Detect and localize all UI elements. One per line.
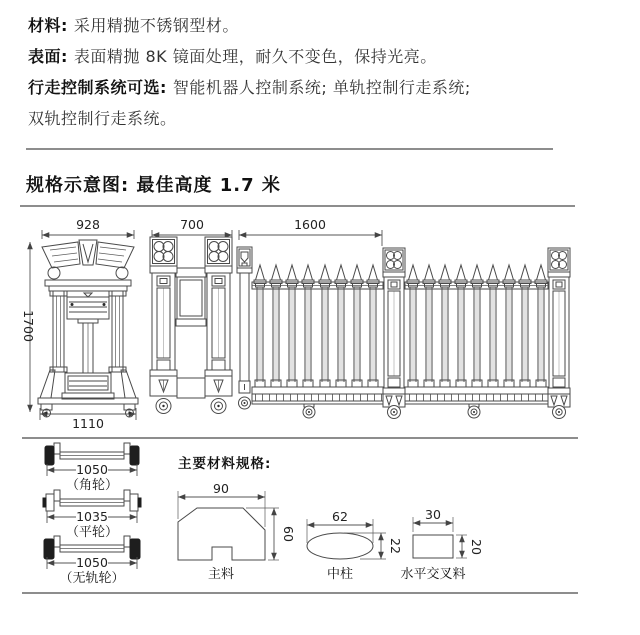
- gate-spec-diagram: [0, 212, 640, 436]
- cross-label: 水平交叉料: [400, 567, 466, 582]
- end-post: [548, 248, 570, 419]
- corner-wheel-diagram: [45, 443, 139, 493]
- gate-frame-side-view: [150, 237, 232, 414]
- pillar-label: 中柱: [326, 567, 354, 582]
- profile-width-dim: 90: [213, 481, 229, 496]
- dim-height: [21, 242, 36, 412]
- wheel-dim: 1050: [76, 555, 108, 570]
- intermediate-post: [383, 248, 405, 419]
- trackless-wheel-diagram: [44, 536, 140, 586]
- spec-label: 表面:: [28, 47, 68, 66]
- svg-text:928: 928: [76, 217, 100, 232]
- pillar-height-dim: 22: [388, 538, 403, 554]
- flat-wheel-diagram: [43, 490, 141, 540]
- connector-post: [237, 247, 252, 409]
- wheel-dim: 1050: [76, 462, 108, 477]
- main-profile-diagram: [178, 481, 296, 582]
- horizontal-cross-diagram: [400, 507, 484, 582]
- spec-value: 采用精抛不锈钢型材。: [73, 16, 239, 35]
- svg-text:700: 700: [180, 217, 204, 232]
- wheel-label: （平轮）: [65, 525, 119, 540]
- profile-label: 主料: [207, 567, 235, 582]
- fence-section-1: [252, 265, 383, 418]
- section-title: 规格示意图: 最佳高度 1.7 米: [26, 175, 281, 196]
- spec-text-block: [28, 10, 624, 134]
- spec-value: 双轨控制行走系统。: [28, 109, 177, 128]
- profile-height-dim: 60: [281, 526, 296, 542]
- spec-label: 行走控制系统可选:: [28, 78, 167, 97]
- spec-label: 材料:: [28, 16, 68, 35]
- cross-height-dim: 20: [469, 539, 484, 555]
- wheel-label: （角轮）: [65, 478, 119, 493]
- spec-value: 智能机器人控制系统; 单轨控制行走系统;: [172, 78, 471, 97]
- spec-line-control-system-2: [28, 103, 624, 134]
- svg-text:1700: 1700: [21, 310, 36, 342]
- materials-title: 主要材料规格:: [178, 456, 272, 472]
- dim-head-width: [42, 217, 134, 239]
- dim-frame-width: [152, 217, 232, 239]
- wheel-dim: 1035: [76, 509, 108, 524]
- separator: [22, 437, 578, 439]
- separator: [20, 205, 575, 207]
- wheel-label: （无轨轮）: [59, 571, 125, 586]
- svg-text:1110: 1110: [72, 416, 104, 431]
- spec-line-surface: [28, 41, 624, 72]
- spec-line-material: [28, 10, 624, 41]
- center-pillar-diagram: [307, 509, 403, 582]
- spec-value: 表面精抛 8K 镜面处理，耐久不变色，保持光亮。: [73, 47, 437, 66]
- cross-width-dim: 30: [425, 507, 441, 522]
- components-diagram: [0, 440, 640, 590]
- svg-text:1600: 1600: [294, 217, 326, 232]
- separator: [26, 148, 553, 150]
- head-post-front-view: [38, 240, 138, 417]
- dim-section-width: [239, 217, 382, 246]
- fence-section-2: [405, 265, 548, 418]
- separator: [22, 592, 578, 594]
- spec-line-control-system: [28, 72, 624, 103]
- pillar-width-dim: 62: [332, 509, 348, 524]
- dim-base-width: [40, 408, 136, 431]
